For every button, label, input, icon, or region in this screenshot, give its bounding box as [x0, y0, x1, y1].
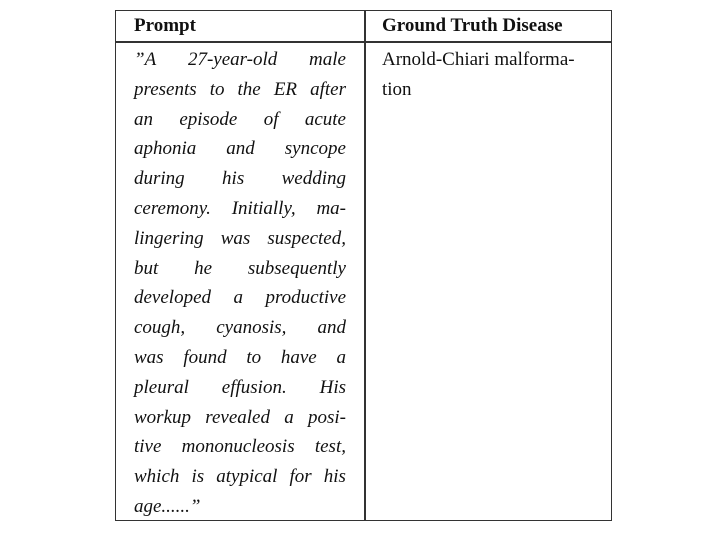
prompt-word: syncope: [284, 138, 346, 160]
prompt-word: pleural: [134, 376, 189, 398]
prompt-word: lingering: [134, 227, 204, 249]
prompt-word: cough,: [134, 317, 186, 339]
prompt-line: [134, 105, 346, 135]
prompt-word: workup: [134, 406, 191, 428]
prompt-word: aphonia: [134, 138, 197, 160]
prompt-word: 27-year-old: [187, 49, 278, 70]
prompt-word: episode: [179, 108, 238, 130]
prompt-word: a: [336, 346, 346, 368]
prompt-line: [134, 343, 346, 373]
prompt-word: atypical: [216, 466, 278, 488]
prompt-line: [134, 283, 346, 313]
prompt-line: [134, 45, 346, 75]
prompt-word: effusion.: [221, 376, 287, 398]
prompt-line: [134, 194, 346, 224]
header-prompt: Prompt: [134, 15, 196, 36]
prompt-word: have: [280, 346, 317, 368]
prompt-cell: [134, 45, 346, 522]
prompt-word: after: [310, 78, 346, 100]
prompt-word: wedding: [281, 168, 346, 190]
prompt-word: and: [226, 138, 255, 160]
ground-truth-line: tion: [382, 78, 412, 100]
prompt-word: presents: [134, 78, 197, 100]
prompt-word: acute: [304, 108, 346, 130]
prompt-line: [134, 432, 346, 462]
prompt-word: age......”: [134, 495, 201, 517]
prompt-word: mononucleosis: [181, 436, 295, 458]
prompt-word: to: [246, 346, 262, 368]
prompt-word: Initially,: [231, 197, 296, 219]
prompt-line: [134, 224, 346, 254]
prompt-word: for: [289, 466, 312, 488]
prompt-line: [134, 164, 346, 194]
prompt-disease-table: [115, 10, 612, 521]
prompt-word: and: [317, 317, 346, 339]
prompt-word: tive: [134, 436, 162, 458]
prompt-word: a: [233, 287, 243, 309]
prompt-word: test,: [314, 436, 346, 458]
prompt-line: [134, 373, 346, 403]
prompt-word: His: [319, 376, 346, 398]
prompt-line: [134, 403, 346, 433]
prompt-word: was: [220, 227, 251, 249]
prompt-word: found: [183, 346, 227, 368]
prompt-line: [134, 134, 346, 164]
prompt-line: [134, 313, 346, 343]
prompt-word: productive: [265, 287, 346, 309]
prompt-word: revealed: [205, 406, 270, 428]
prompt-word: his: [323, 466, 346, 488]
prompt-word: an: [134, 108, 153, 130]
prompt-line: [134, 75, 346, 105]
prompt-word: posi-: [308, 406, 346, 428]
prompt-word: but: [134, 257, 159, 279]
prompt-word: which: [134, 466, 180, 488]
prompt-word: of: [263, 108, 279, 130]
prompt-word: he: [194, 257, 213, 279]
prompt-word: during: [134, 168, 185, 190]
header-divider: [116, 41, 611, 43]
prompt-line: [134, 492, 346, 522]
prompt-word: is: [191, 466, 205, 488]
prompt-word: developed: [134, 287, 212, 309]
prompt-line: [134, 462, 346, 492]
prompt-word: subsequently: [247, 257, 346, 279]
prompt-line: [134, 254, 346, 284]
prompt-word: the: [237, 78, 261, 100]
column-divider: [364, 11, 366, 520]
prompt-word: ma-: [316, 197, 346, 219]
prompt-word: ”A: [134, 49, 157, 70]
prompt-word: was: [134, 346, 164, 368]
prompt-word: ER: [273, 78, 298, 100]
prompt-word: ceremony.: [134, 197, 211, 219]
prompt-word: male: [309, 49, 346, 70]
header-ground-truth-disease: Ground Truth Disease: [382, 15, 563, 36]
ground-truth-line: Arnold-Chiari malforma-: [382, 49, 575, 70]
prompt-word: suspected,: [267, 227, 346, 249]
ground-truth-cell: [382, 45, 602, 105]
prompt-word: a: [284, 406, 294, 428]
prompt-word: his: [222, 168, 245, 190]
prompt-word: cyanosis,: [216, 317, 287, 339]
prompt-word: to: [209, 78, 225, 100]
